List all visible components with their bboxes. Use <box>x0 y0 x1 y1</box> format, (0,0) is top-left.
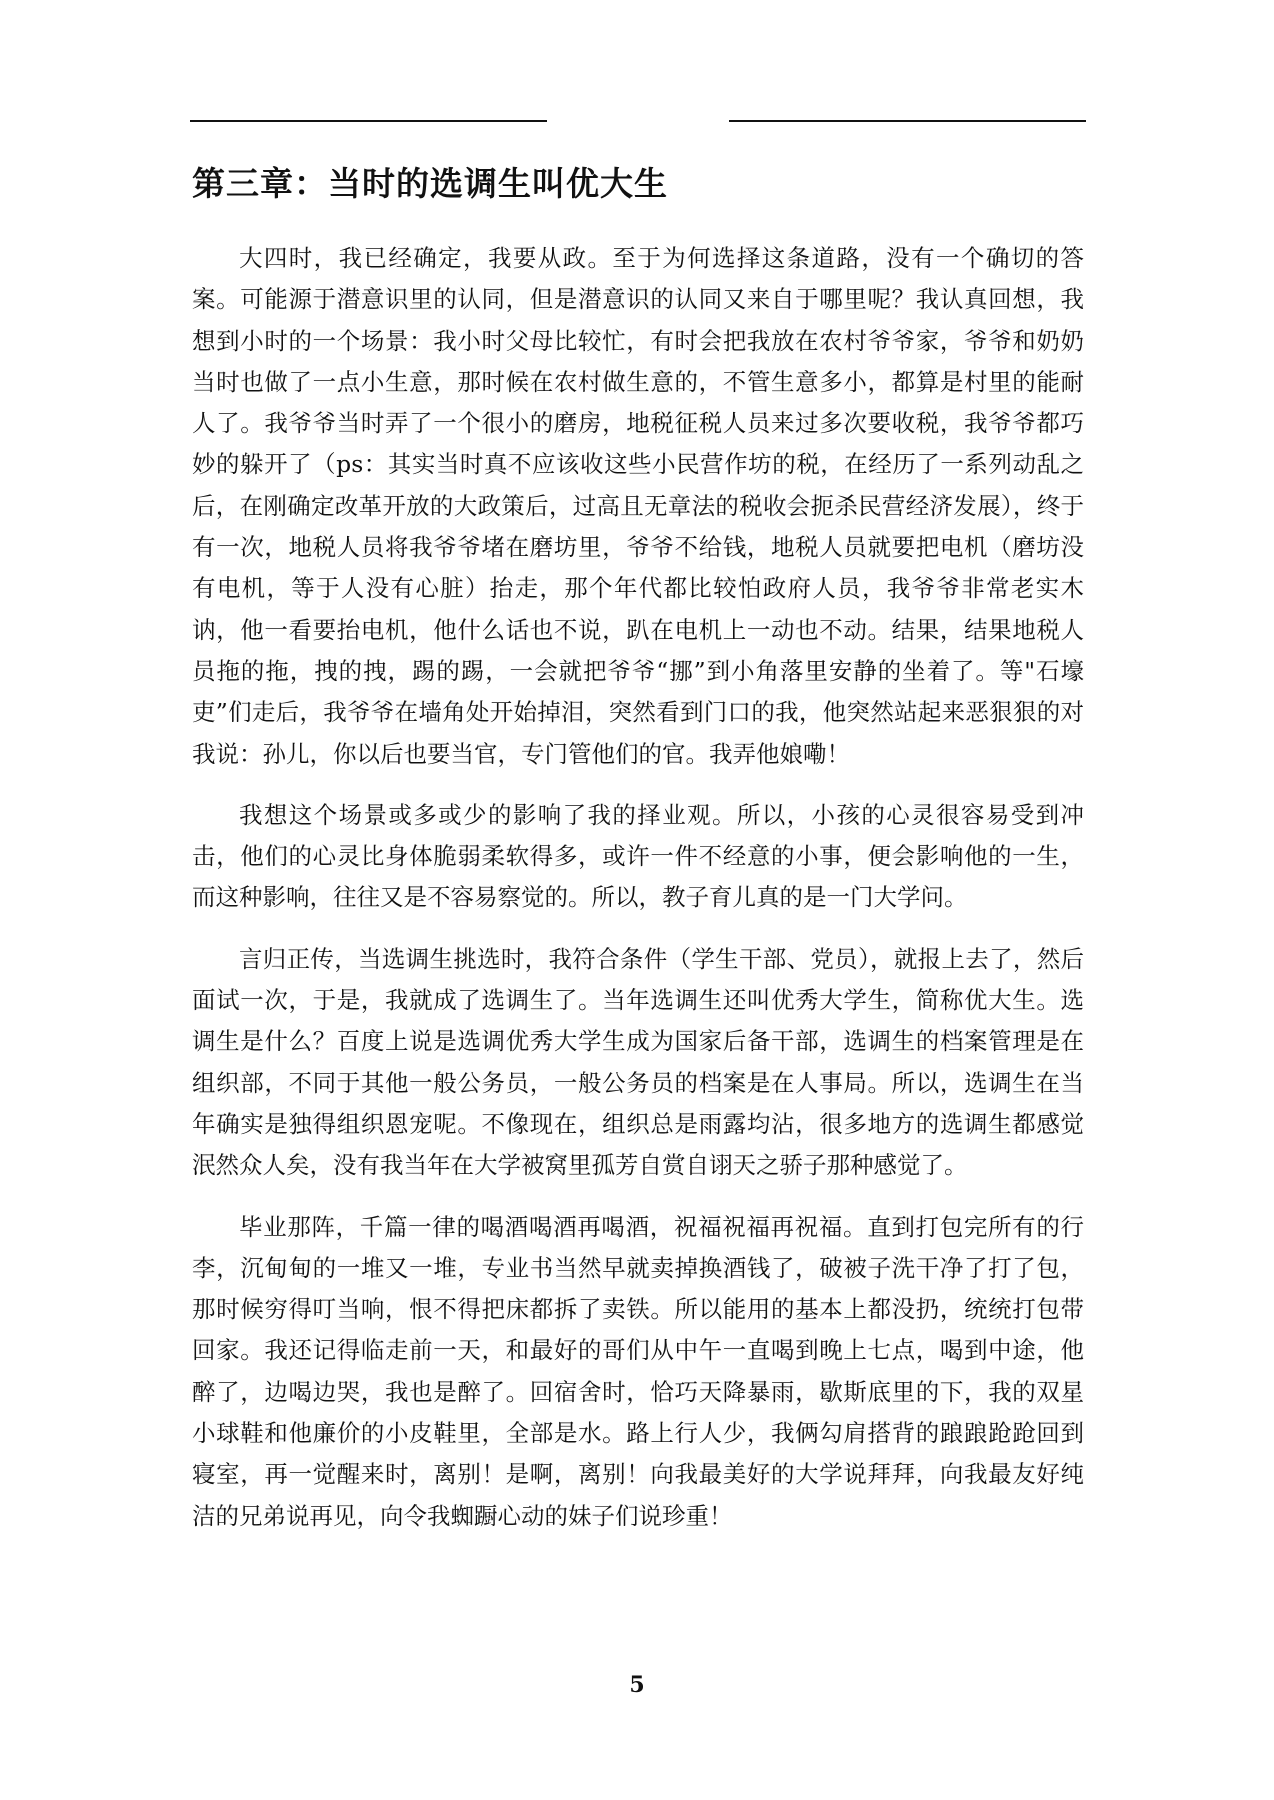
paragraph-4: 毕业那阵，千篇一律的喝酒喝酒再喝酒，祝福祝福再祝福。直到打包完所有的行李，沉甸甸的一堆又一堆，专业书当然早就卖掉换酒钱了，破被子洗干净了打了包，那时候穷得叮当响，恨不得把床都拆了卖铁。所以能用的基本上都没扔，统统打包带回家。我还记得临走前一天，和最好的哥们从中午一直喝到晚上七点，喝到中途，他醉了，边喝边哭，我也是醉了。回宿舍时，恰巧天降暴雨，歇斯底里的下，我的双星小球鞋和他廉价的小皮鞋里，全部是水。路上行人少，我俩勾肩搭背的踉踉跄跄回到寝室，再一觉醒来时，离别！是啊，离别！向我最美好的大学说拜拜，向我最友好纯洁的兄弟说再见，向令我蜘蹰心动的妹子们说珍重！ <box>192 1212 1084 1530</box>
body-text <box>192 238 1084 1557</box>
paragraph-3: 言归正传，当选调生挑选时，我符合条件（学生干部、党员），就报上去了，然后面试一次，于是，我就成了选调生了。当年选调生还叫优秀大学生，简称优大生。选调生是什么？百度上说是选调优秀大学生成为国家后备干部，选调生的档案管理是在组织部，不同于其他一般公务员，一般公务员的档案是在人事局。所以，选调生在当年确实是独得组织恩宠呢。不像现在，组织总是雨露均沾，很多地方的选调生都感觉泯然众人矣，没有我当年在大学被窝里孤芳自赏自诩天之骄子那种感觉了。 <box>192 944 1084 1180</box>
paragraph-1: 大四时，我已经确定，我要从政。至于为何选择这条道路，没有一个确切的答案。可能源于潜意识里的认同，但是潜意识的认同又来自于哪里呢？我认真回想，我想到小时的一个场景：我小时父母比较忙，有时会把我放在农村爷爷家，爷爷和奶奶当时也做了一点小生意，那时候在农村做生意的，不管生意多小，都算是村里的能耐人了。我爷爷当时弄了一个很小的磨房，地税征税人员来过多次要收税，我爷爷都巧妙的躲开了（ps：其实当时真不应该收这些小民营作坊的税，在经历了一系列动乱之后，在刚确定改革开放的大政策后，过高且无章法的税收会扼杀民营经济发展），终于有一次，地税人员将我爷爷堵在磨坊里，爷爷不给钱，地税人员就要把电机（磨坊没有电机，等于人没有心脏）抬走，那个年代都比较怕政府人员，我爷爷非常老实木讷，他一看要抬电机，他什么话也不说，趴在电机上一动也不动。结果，结果地税人员拖的拖，拽的拽，踢的踢，一会就把爷爷“挪”到小角落里安静的坐着了。等"石壕吏”们走后，我爷爷在墙角处开始掉泪，突然看到门口的我，他突然站起来恶狠狠的对我说：孙儿，你以后也要当官，专门管他们的官。我弄他娘嘞！ <box>192 244 1084 768</box>
header-rule-right <box>729 120 1086 122</box>
chapter-title: 第三章：当时的选调生叫优大生 <box>192 164 668 203</box>
header-rule-left <box>190 120 547 122</box>
page-number: 5 <box>629 1672 645 1698</box>
paragraph-2: 我想这个场景或多或少的影响了我的择业观。所以，小孩的心灵很容易受到冲击，他们的心灵比身体脆弱柔软得多，或许一件不经意的小事，便会影响他的一生，而这种影响，往往又是不容易察觉的。所以，教子育儿真的是一门大学问。 <box>192 800 1084 912</box>
